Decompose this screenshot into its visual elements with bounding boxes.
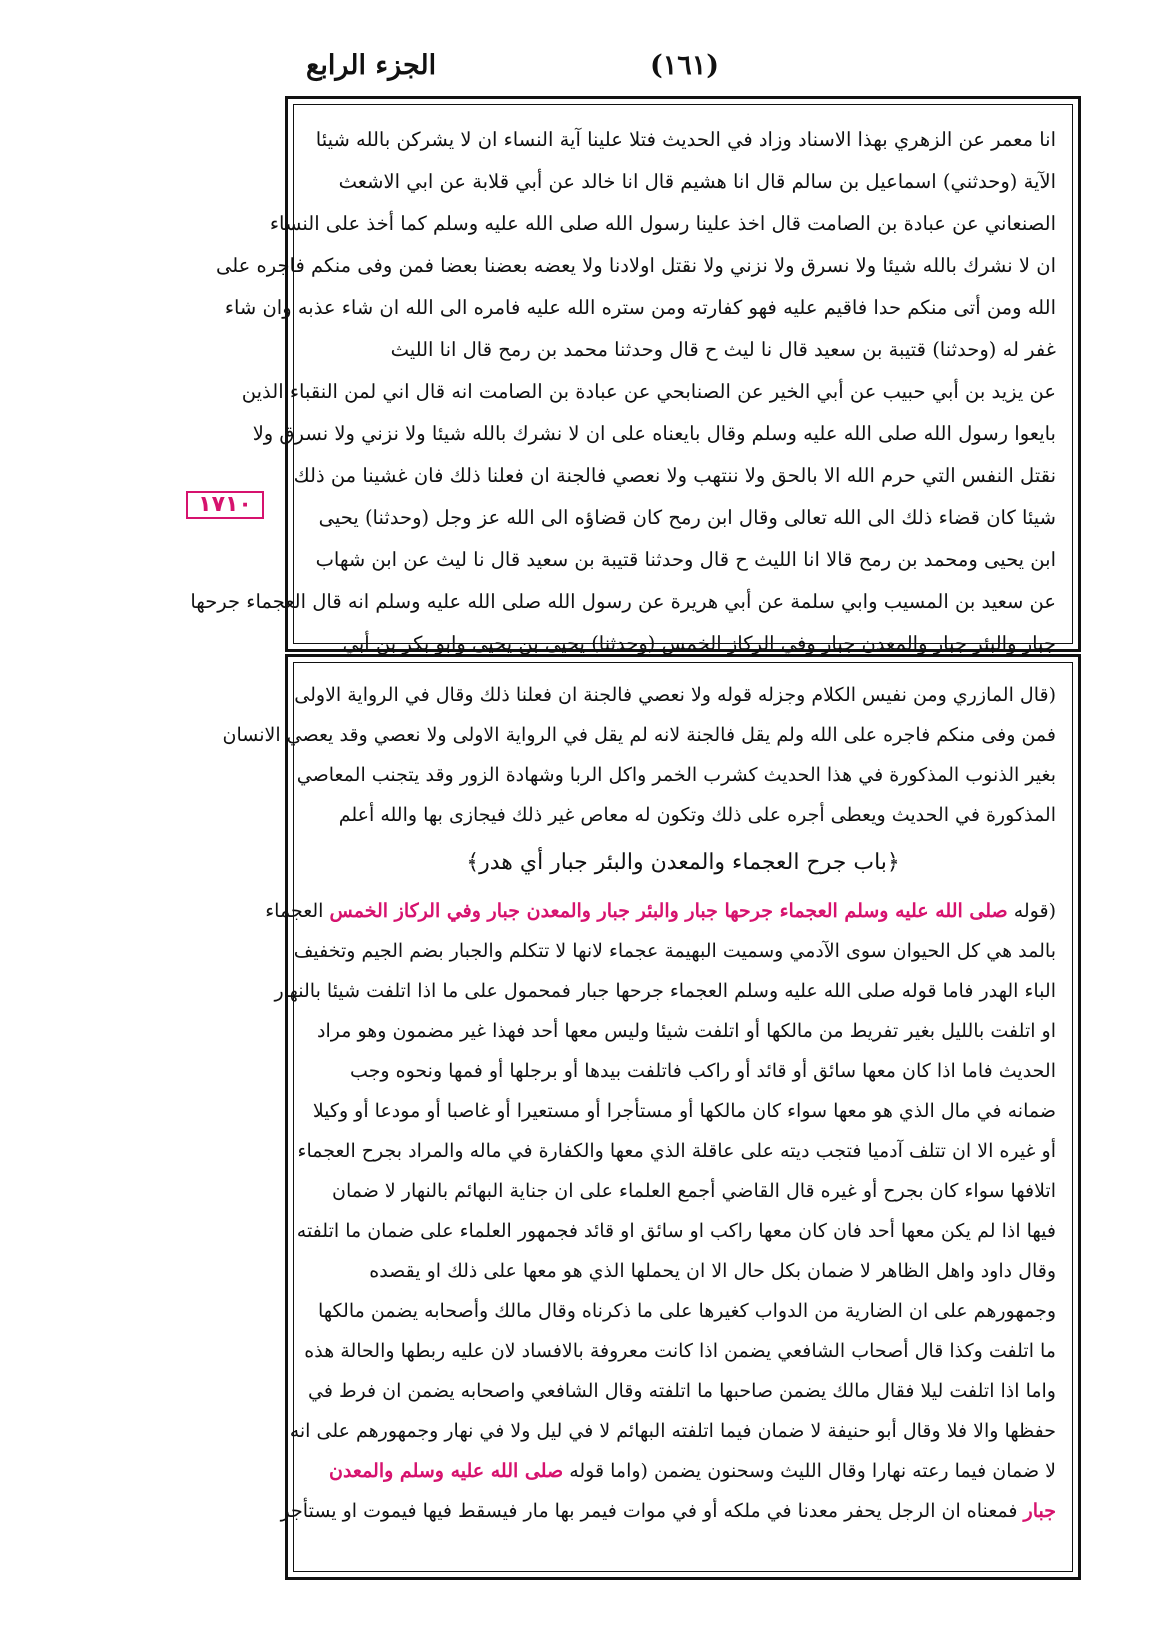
sharh-line — [265, 891, 1056, 931]
sharh-line: حفظها والا فلا وقال أبو حنيفة لا ضمان فيما اتلفته البهائم لا في ليل ولا في نهار وجمهورهم على انه — [289, 1420, 1056, 1442]
sharh-line — [310, 1451, 1056, 1491]
sharh-line: فيها اذا لم يكن معها أحد فان كان معها راكب او سائق او قائد فجمهور العلماء على ضمان ما اتلفته — [296, 1220, 1056, 1242]
sharh-line: (قال المازري ومن نفيس الكلام وجزله قوله ولا نعصي فالجنة ان فعلنا ذلك وقال في الرواية الاولى — [294, 684, 1056, 706]
matn-line: انا معمر عن الزهري بهذا الاسناد وزاد في الحديث فتلا علينا آية النساء ان لا يشركن بالله شيئا — [315, 128, 1056, 151]
matn-line: الآية (وحدثني) اسماعيل بن سالم قال انا هشيم قال انا خالد عن أبي قلابة عن ابي الاشعث — [338, 170, 1056, 193]
quote-prefix: (قوله — [1013, 900, 1056, 922]
matn-line: عن سعيد بن المسيب وابي سلمة عن أبي هريرة عن رسول الله صلى الله عليه وسلم انه قال العجماء جرحها — [190, 590, 1056, 613]
sharh-line: بالمد هي كل الحيوان سوى الآدمي وسميت البهيمة عجماء لانها لا تتكلم والجبار بضم الجيم وتخفيف — [293, 940, 1056, 962]
matn-line: عن يزيد بن أبي حبيب عن أبي الخير عن الصنابحي عن عبادة بن الصامت انه قال اني لمن النقباء الذين — [241, 380, 1056, 403]
sharh-line: فمن وفى منكم فاجره على الله ولم يقل فالجنة لانه لم يقل في الرواية الاولى ولا نعصي وقد يعصي الانسان — [222, 724, 1056, 746]
matn-line: جبار والبئر جبار والمعدن جبار وفي الركاز الخمس (وحدثنا) يحيى بن يحيى وابو بكر بن أبي — [342, 632, 1056, 655]
sharh-text — [222, 675, 1056, 1531]
matn-line: الصنعاني عن عبادة بن الصامت قال اخذ علينا رسول الله صلى الله عليه وسلم كما أخذ على النساء — [269, 212, 1056, 235]
sharh-line: بغير الذنوب المذكورة في هذا الحديث كشرب الخمر واكل الربا وشهادة الزور وقد يتجنب المعاصي — [296, 764, 1056, 786]
quote2-prefix: لا ضمان فيما رعته نهارا وقال الليث وسحنون يضمن (واما قوله — [569, 1460, 1056, 1482]
sharh-line: المذكورة في الحديث ويعطى أجره على ذلك وتكون له معاص غير ذلك فيجازى بها والله أعلم — [338, 804, 1056, 826]
sharh-frame — [222, 654, 1081, 1580]
sharh-line: ما اتلفت وكذا قال أصحاب الشافعي يضمن اذا كانت معروفة بالافساد لان عليه ربطها والحالة هذه — [304, 1340, 1056, 1362]
quote-suffix: العجماء — [265, 900, 324, 922]
sharh-line: ضمانه في مال الذي هو معها سواء كان مالكها أو مستأجرا أو مستعيرا أو غاصبا أو مودعا أو وكيلا — [312, 1100, 1056, 1122]
sharh-line: الحديث فاما اذا كان معها سائق أو قائد أو راكب فاتلفت بيدها أو برجلها أو فمها ونحوه وجب — [350, 1060, 1056, 1082]
matn-line: غفر له (وحدثنا) قتيبة بن سعيد قال نا ليث ح قال وحدثنا محمد بن رمح قال انا الليث — [390, 338, 1056, 361]
sharh-line — [280, 1491, 1056, 1531]
sharh-line: او اتلفت بالليل بغير تفريط من مالكها أو اتلفت شيئا وليس معها أحد فهذا غير مضمون وهو مراد — [317, 1020, 1056, 1042]
part-title: الجزء الرابع — [306, 50, 437, 81]
chapter-heading: ﴿باب جرح العجماء والمعدن والبئر جبار أي هدر﴾ — [466, 850, 900, 875]
last-highlight: جبار — [1023, 1500, 1056, 1522]
matn-line: نقتل النفس التي حرم الله الا بالحق ولا ننتهب ولا نعصي فالجنة ان فعلنا ذلك فان غشينا من ذلك — [293, 464, 1056, 487]
matn-line: الله ومن أتى منكم حدا فاقيم عليه فهو كفارته ومن ستره الله عليه فامره الى الله ان شاء عذبه وان شاء — [224, 296, 1056, 319]
sharh-line: واما اذا اتلفت ليلا فقال مالك يضمن صاحبها ما اتلفته وقال الشافعي واصحابه يضمن ان فرط في — [308, 1380, 1056, 1402]
sharh-line: اتلافها سواء كان بجرح أو غيره قال القاضي أجمع العلماء على ان جناية البهائم بالنهار لا ضمان — [332, 1180, 1056, 1202]
matn-line: بايعوا رسول الله صلى الله عليه وسلم وقال بايعناه على ان لا نشرك بالله شيئا ولا نزني ولا نسرق ولا — [252, 422, 1056, 445]
quote-highlight: صلى الله عليه وسلم العجماء جرحها جبار والبئر جبار والمعدن جبار وفي الركاز الخمس — [329, 900, 1008, 922]
sharh-line: وجمهورهم على ان الضارية من الدواب كغيرها على ما ذكرناه وقال مالك وأصحابه يضمن مالكها — [317, 1300, 1056, 1322]
matn-line: ان لا نشرك بالله شيئا ولا نسرق ولا نزني ولا نقتل اولادنا ولا يعضه بعضنا بعضا فمن وفى منكم فاجره على — [215, 254, 1056, 277]
last-text: فمعناه ان الرجل يحفر معدنا في ملكه أو في موات فيمر بها مار فيسقط فيها فيموت او يستأجر — [280, 1500, 1018, 1522]
quote2-highlight: صلى الله عليه وسلم والمعدن — [328, 1460, 564, 1482]
sharh-line: أو غيره الا ان تتلف آدميا فتجب ديته على عاقلة الذي معها والكفارة في ماله والمراد بجرح العجماء — [297, 1140, 1056, 1162]
matn-line: شيئا كان قضاء ذلك الى الله تعالى وقال ابن رمح كان قضاؤه الى الله عز وجل (وحدثنا) يحيى — [318, 506, 1056, 529]
sharh-line: الباء الهدر فاما قوله صلى الله عليه وسلم العجماء جرحها جبار فمحمول على ما اذا اتلفت شيئا بالنهار — [274, 980, 1056, 1002]
sharh-line: وقال داود واهل الظاهر لا ضمان بكل حال الا ان يحملها الذي هو معها على ذلك او يقصده — [369, 1260, 1056, 1282]
matn-line: ابن يحيى ومحمد بن رمح قالا انا الليث ح قال وحدثنا قتيبة بن سعيد قال نا ليث عن ابن شهاب — [315, 548, 1056, 571]
page-number: (١٦١) — [650, 50, 720, 81]
hadith-number-badge: ١٧١٠ — [186, 491, 264, 519]
